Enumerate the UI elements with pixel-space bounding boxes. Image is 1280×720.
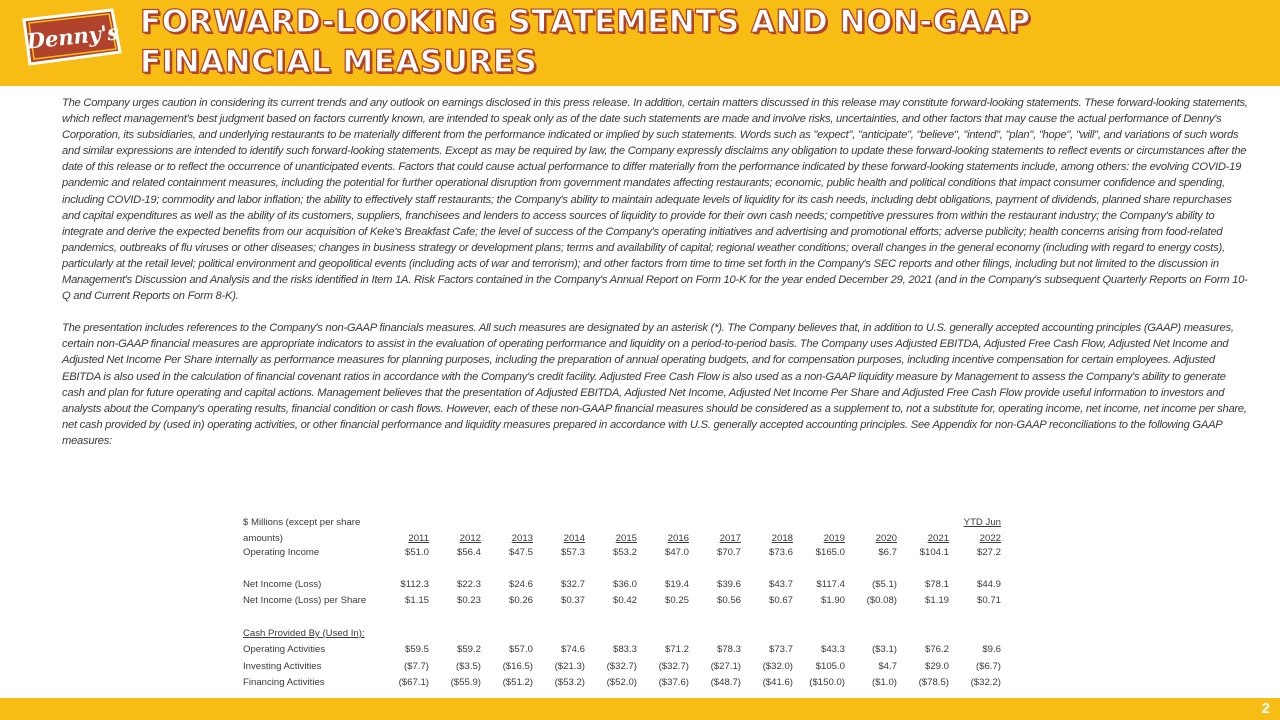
table-cell: ($3.5) [455, 660, 481, 672]
svg-text:Denny's: Denny's [25, 19, 121, 54]
row-label: Operating Activities [243, 644, 326, 656]
table-cell: $47.0 [664, 546, 689, 558]
table-cell: $19.4 [664, 579, 689, 591]
table-header-row-2 [243, 528, 1001, 544]
year-header: 2016 [667, 533, 689, 544]
title-line-2: FINANCIAL MEASURES [140, 44, 538, 80]
title-line-1: FORWARD-LOOKING STATEMENTS AND NON-GAAP [140, 4, 1031, 40]
page-title [140, 2, 1260, 82]
table-cell: $9.6 [982, 644, 1001, 656]
table-cell: ($51.2) [502, 677, 533, 689]
table-cell: $0.71 [976, 595, 1001, 607]
year-header: 2022 [979, 533, 1001, 544]
table-row-financing-activities [243, 674, 1001, 690]
table-row-net-income-per-share [243, 593, 1001, 609]
table-cell: $0.23 [456, 595, 481, 607]
year-header: 2015 [615, 533, 637, 544]
table-cell: $73.6 [768, 546, 793, 558]
table-cell: ($21.3) [554, 660, 585, 672]
body-text [62, 95, 1250, 465]
table-row-cash-heading [243, 625, 1001, 641]
table-cell: $0.25 [664, 595, 689, 607]
year-header: 2020 [875, 533, 897, 544]
table-cell: $78.3 [716, 644, 741, 656]
cash-heading: Cash Provided By (Used In): [243, 627, 365, 639]
table-cell: $57.3 [560, 546, 585, 558]
table-cell: $59.2 [456, 644, 481, 656]
table-cell: ($0.08) [866, 595, 897, 607]
table-cell: ($78.5) [918, 677, 949, 689]
dennys-logo [20, 8, 124, 66]
table-cell: $78.1 [924, 579, 949, 591]
row-label: Financing Activities [243, 677, 325, 689]
year-header: 2014 [563, 533, 585, 544]
row-label: Net Income (Loss) [243, 579, 322, 591]
table-cell: $47.5 [508, 546, 533, 558]
table-cell: ($3.1) [871, 644, 897, 656]
table-cell: $117.4 [816, 579, 845, 591]
table-cell: $39.6 [716, 579, 741, 591]
table-cell: $165.0 [815, 546, 845, 558]
year-header: 2012 [459, 533, 481, 544]
row-label: Investing Activities [243, 660, 322, 672]
table-cell: $29.0 [924, 660, 949, 672]
table-cell: $0.37 [560, 595, 585, 607]
table-cell: $51.0 [404, 546, 429, 558]
table-cell: $59.5 [404, 644, 429, 656]
table-cell: ($7.7) [403, 660, 429, 672]
table-cell: $27.2 [976, 546, 1001, 558]
footer-bar [0, 698, 1280, 720]
table-cell: ($48.7) [710, 677, 741, 689]
header-label-line1: $ Millions (except per share [243, 517, 361, 528]
table-cell: $112.3 [400, 579, 429, 591]
table-cell: $73.7 [768, 644, 793, 656]
table-cell: ($6.7) [975, 660, 1001, 672]
year-header: 2011 [408, 533, 429, 544]
year-header: 2019 [823, 533, 845, 544]
table-cell: $105.0 [815, 660, 845, 672]
header-label-line2: amounts) [243, 533, 283, 544]
table-cell: $1.19 [924, 595, 949, 607]
table-cell: ($1.0) [871, 677, 897, 689]
table-cell: ($16.5) [502, 660, 533, 672]
year-header: 2018 [771, 533, 793, 544]
table-cell: ($41.6) [762, 677, 793, 689]
table-cell: $0.67 [768, 595, 793, 607]
table-row-investing-activities [243, 658, 1001, 674]
table-cell: $1.90 [820, 595, 845, 607]
year-header: 2013 [511, 533, 533, 544]
table-cell: $74.6 [560, 644, 585, 656]
header-bar [0, 0, 1280, 86]
year-header: 2021 [927, 533, 949, 544]
table-cell: $83.3 [612, 644, 637, 656]
table-cell: ($5.1) [871, 579, 897, 591]
table-cell: ($32.0) [762, 660, 793, 672]
table-row-operating-activities [243, 642, 1001, 658]
table-cell: $57.0 [508, 644, 533, 656]
table-cell: $4.7 [878, 660, 897, 672]
table-row-net-income [243, 576, 1001, 592]
table-row-operating-income [243, 544, 1001, 560]
table-cell: $43.3 [820, 644, 845, 656]
table-cell: $70.7 [716, 546, 741, 558]
financial-table [243, 512, 1001, 691]
table-cell: $71.2 [664, 644, 689, 656]
table-cell: $22.3 [456, 579, 481, 591]
table-cell: ($32.7) [606, 660, 637, 672]
row-label: Net Income (Loss) per Share [243, 595, 367, 607]
row-label: Operating Income [243, 546, 320, 558]
table-cell: ($32.2) [970, 677, 1001, 689]
year-header: 2017 [719, 533, 741, 544]
table-cell: $53.2 [612, 546, 637, 558]
table-cell: $76.2 [924, 644, 949, 656]
table-cell: ($27.1) [710, 660, 741, 672]
table-cell: ($55.9) [450, 677, 481, 689]
table-cell: $56.4 [456, 546, 481, 558]
table-cell: $0.42 [612, 595, 637, 607]
table-cell: $32.7 [560, 579, 585, 591]
table-cell: $0.26 [508, 595, 533, 607]
table-cell: ($32.7) [658, 660, 689, 672]
table-cell: $24.6 [508, 579, 533, 591]
table-cell: $44.9 [976, 579, 1001, 591]
table-cell: $1.15 [404, 595, 429, 607]
table-cell: $104.1 [919, 546, 949, 558]
table-cell: $43.7 [768, 579, 793, 591]
table-cell: ($53.2) [554, 677, 585, 689]
table-cell: ($67.1) [398, 677, 429, 689]
table-cell: ($150.0) [809, 677, 845, 689]
non-gaap-paragraph: The presentation includes references to the Company's non-GAAP financials measures. All such measures are designated by an asterisk (*). The Company believes that, in addition to U.S. generally accepted accounting principles (GAAP) measures, certain non-GAAP financial measures are appropriate indicators to assist in the evaluation of operating performance and liquidity on a period-to-period basis. The Company uses Adjusted EBITDA, Adjusted Free Cash Flow, Adjusted Net Income and Adjusted Net Income Per Share internally as performance measures for planning purposes, including the preparation of annual operating budgets, and for compensation purposes, including incentive compensation for certain employees. Adjusted EBITDA is also used in the calculation of financial covenant ratios in accordance with the Company's credit facility. Adjusted Free Cash Flow is also used as a non-GAAP liquidity measure by Management to assess the Company's ability to generate cash and plan for future operating and capital actions. Management believes that the presentation of Adjusted EBITDA, Adjusted Net Income, Adjusted Net Income Per Share and Adjusted Free Cash Flow provide useful information to investors and analysts about the Company's operating results, financial condition or cash flows. However, each of these non-GAAP financial measures should be considered as a supplement to, not a substitute for, operating income, net income, net income per share, net cash provided by (used in) operating activities, or other financial performance and liquidity measures prepared in accordance with U.S. generally accepted accounting principles. See Appendix for non-GAAP reconciliations to the following GAAP measures: [62, 322, 1247, 447]
table-cell: $36.0 [612, 579, 637, 591]
table-cell: $6.7 [878, 546, 897, 558]
forward-looking-paragraph: The Company urges caution in considering its current trends and any outlook on earnings disclosed in this press release. In addition, certain matters discussed in this release may constitute forward-looking statements. These forward-looking statements, which reflect management's best judgment based on factors currently known, are intended to speak only as of the date such statements are made and involve risks, uncertainties, and other factors that may cause the actual performance of Denny's Corporation, its subsidiaries, and underlying restaurants to be materially different from the performance indicated or implied by such statements. Words such as "expect", "anticipate", "believe", "intend", "plan", "hope", "will", and variations of such words and similar expressions are intended to identify such forward-looking statements. Except as may be required by law, the Company expressly disclaims any obligation to update these forward-looking statements to reflect events or circumstances after the date of this release or to reflect the occurrence of unanticipated events. Factors that could cause actual performance to differ materially from the performance indicated by these forward-looking statements include, among others: the evolving COVID-19 pandemic and related containment measures, including the potential for further operational disruption from government mandates affecting restaurants; economic, public health and political conditions that impact consumer confidence and spending, including COVID-19; commodity and labor inflation; the ability to effectively staff restaurants; the Company's ability to maintain adequate levels of liquidity for its cash needs, including debt obligations, payment of dividends, planned share repurchases and capital expenditures as well as the ability of its customers, suppliers, franchisees and lenders to access sources of liquidity to provide for their own cash needs; competitive pressures from within the restaurant industry; the Company's ability to integrate and derive the expected benefits from our acquisition of Keke's Breakfast Cafe; the level of success of the Company's operating initiatives and advertising and promotional efforts; adverse publicity; health concerns arising from food-related pandemics, outbreaks of flu viruses or other diseases; changes in business strategy or development plans; terms and availability of capital; regional weather conditions; overall changes in the general economy (including with regard to energy costs), particularly at the retail level; political environment and geopolitical events (including acts of war and terrorism); and other factors from time to time set forth in the Company's SEC reports and other filings, including but not limited to the discussion in Management's Discussion and Analysis and the risks identified in Item 1A. Risk Factors contained in the Company's Annual Report on Form 10-K for the year ended December 29, 2021 (and in the Company's subsequent Quarterly Reports on Form 10-Q and Current Reports on Form 8-K). [62, 97, 1248, 303]
page-number: 2 [1261, 700, 1270, 717]
table-cell: ($52.0) [606, 677, 637, 689]
ytd-label: YTD Jun [963, 517, 1001, 528]
table-cell: $0.56 [716, 595, 741, 607]
table-header-row-1 [243, 512, 1001, 528]
table-cell: ($37.6) [658, 677, 689, 689]
